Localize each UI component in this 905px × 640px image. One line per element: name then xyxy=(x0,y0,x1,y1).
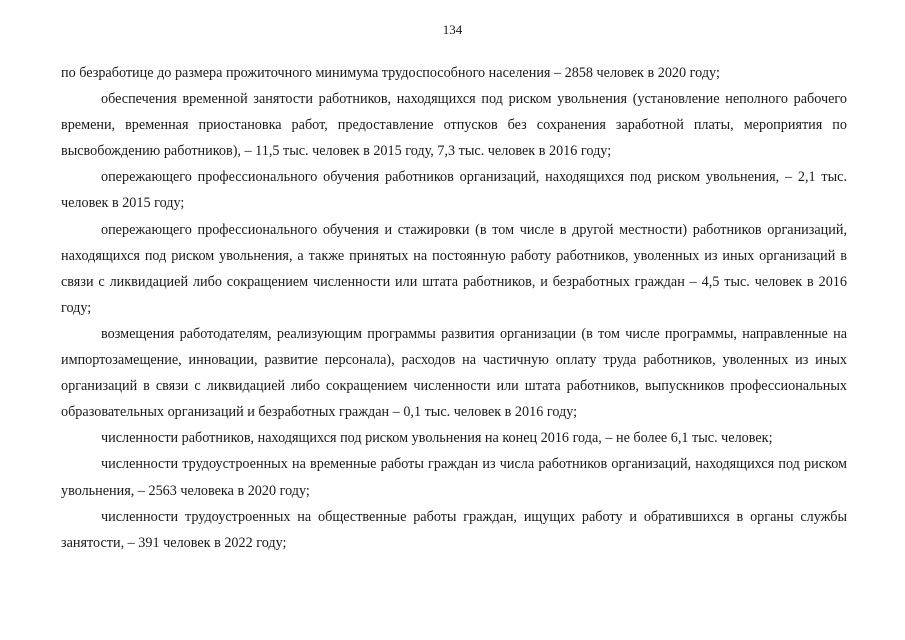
paragraph-advance-training-internship: опережающего профессионального обучения и стажировки (в том числе в другой местности) работников организаций, находящихся под риском увольнения, а также принятых на постоянную работу работников, уволенных из иных организаций в связи с ликвидацией либо сокращением численности или штата работников, и безработных граждан – 4,5 тыс. человек в 2016 году; xyxy=(61,221,847,316)
paragraph-temporary-jobs: численности трудоустроенных на временные работы граждан из числа работников организаций, находящихся под риском увольнения, – 2563 человека в 2020 году; xyxy=(61,456,847,499)
page-number: 134 xyxy=(442,22,463,37)
document-body xyxy=(61,60,847,556)
paragraph-advance-training-2015: опережающего профессионального обучения работников организаций, находящихся под риском увольнения, – 2,1 тыс. человек в 2015 году; xyxy=(61,169,847,212)
paragraph-temporary-employment: обеспечения временной занятости работников, находящихся под риском увольнения (установление неполного рабочего времени, временная приостановка работ, предоставление отпусков без сохранения заработной платы, мероприятия по высвобождению работников), – 11,5 тыс. человек в 2015 году, 7,3 тыс. человек в 2016 году; xyxy=(61,91,847,160)
paragraph-employer-compensation: возмещения работодателям, реализующим программы развития организации (в том числе программы, направленные на импортозамещение, инновации, развитие персонала), расходов на частичную оплату труда работников, уволенных из иных организаций в связи с ликвидацией либо сокращением численности или штата работников, выпускников профессиональных образовательных организаций и безработных граждан – 0,1 тыс. человек в 2016 году; xyxy=(61,325,847,421)
paragraph-continuation: по безработице до размера прожиточного минимума трудоспособного населения – 2858 человек в 2020 году; xyxy=(61,65,720,81)
paragraph-workers-at-risk: численности работников, находящихся под риском увольнения на конец 2016 года, – не более 6,1 тыс. человек; xyxy=(101,430,773,447)
paragraph-public-works: численности трудоустроенных на общественные работы граждан, ищущих работу и обратившихся в органы службы занятости, – 391 человек в 2022 году; xyxy=(61,508,847,551)
